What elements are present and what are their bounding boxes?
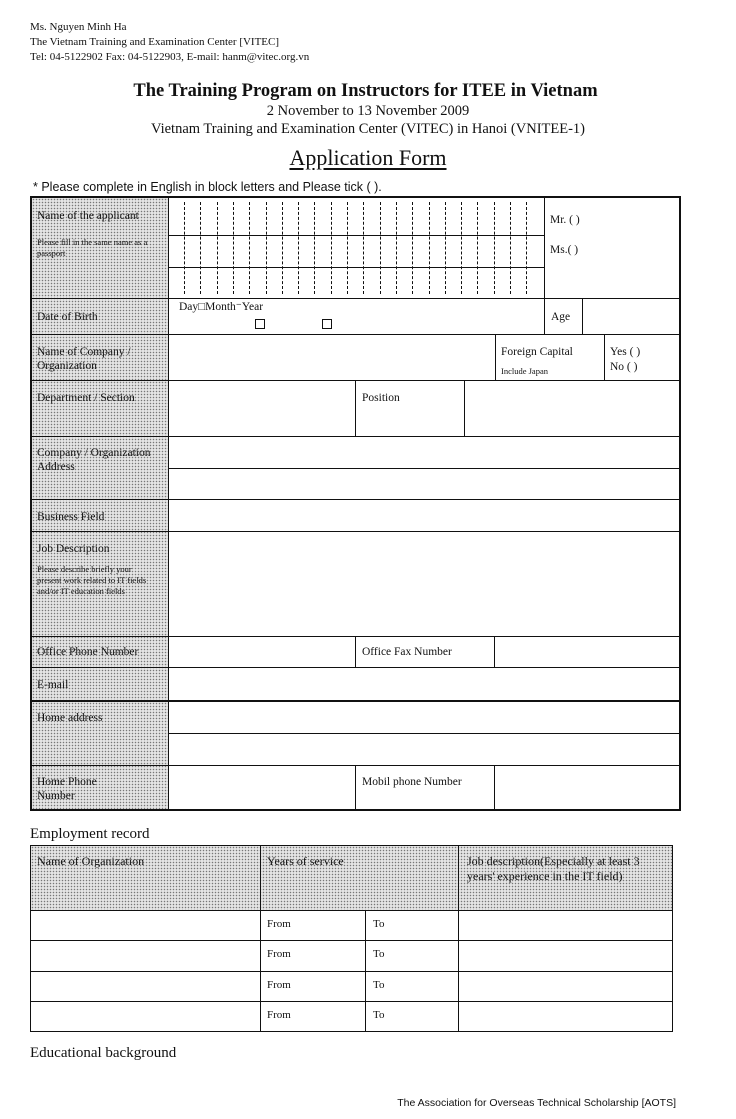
employment-record-title: Employment record bbox=[30, 826, 150, 842]
office-fax-label: Office Fax Number bbox=[362, 646, 452, 658]
name-grid-divider bbox=[298, 202, 299, 294]
home-phone-label: Home Phone Number bbox=[37, 776, 97, 802]
from-label: From bbox=[267, 978, 291, 991]
employment-row[interactable] bbox=[31, 1001, 672, 1031]
position-label: Position bbox=[362, 392, 400, 404]
foreign-capital-label: Foreign Capital bbox=[501, 346, 573, 358]
company-label: Name of Company / Organization bbox=[37, 346, 131, 372]
dob-fields: Day□Month⁻Year bbox=[179, 301, 264, 313]
name-grid-divider bbox=[445, 202, 446, 294]
to-label: To bbox=[373, 978, 385, 991]
name-grid-divider bbox=[282, 202, 283, 294]
home-address-label: Home address bbox=[37, 712, 103, 724]
contact-name: Ms. Nguyen Minh Ha bbox=[30, 21, 127, 33]
employment-row[interactable] bbox=[31, 940, 672, 970]
name-grid-divider bbox=[184, 202, 185, 294]
name-grid-divider bbox=[233, 202, 234, 294]
job-description-note: Please describe briefly your present work related to IT fields and/or IT education fields bbox=[37, 564, 147, 596]
employment-table bbox=[30, 845, 673, 1032]
name-grid-divider bbox=[217, 202, 218, 294]
application-form bbox=[30, 196, 681, 811]
job-description-label: Job Description bbox=[37, 543, 110, 555]
name-label: Name of the applicant bbox=[37, 210, 139, 222]
include-japan-note: Include Japan bbox=[501, 366, 548, 376]
form-title: Application Form bbox=[289, 145, 447, 170]
contact-tel-fax: Tel: 04-5122902 Fax: 04-5122903, E-mail: hanm@vitec.org.vn bbox=[30, 51, 310, 63]
name-note: Please fill in the same name as a passport bbox=[37, 237, 148, 258]
name-grid-divider bbox=[314, 202, 315, 294]
name-grid-divider bbox=[429, 202, 430, 294]
office-phone-label: Office Phone Number bbox=[37, 646, 139, 658]
mr-option[interactable]: Mr. ( ) bbox=[550, 214, 580, 226]
name-grid-divider bbox=[347, 202, 348, 294]
name-grid-divider bbox=[380, 202, 381, 294]
name-grid-divider bbox=[331, 202, 332, 294]
name-grid-divider bbox=[200, 202, 201, 294]
to-label: To bbox=[373, 1008, 385, 1021]
foreign-capital-yes[interactable]: Yes ( ) bbox=[610, 346, 641, 358]
name-grid-divider bbox=[526, 202, 527, 294]
age-label: Age bbox=[551, 311, 571, 323]
name-grid-divider bbox=[396, 202, 397, 294]
name-grid-divider bbox=[494, 202, 495, 294]
name-grid-divider bbox=[461, 202, 462, 294]
col-years-of-service: Years of service bbox=[267, 854, 344, 868]
name-grid-divider bbox=[249, 202, 250, 294]
employment-row[interactable] bbox=[31, 971, 672, 1001]
name-grid-divider bbox=[412, 202, 413, 294]
from-label: From bbox=[267, 948, 291, 961]
footer-organization: The Association for Overseas Technical Scholarship [AOTS] bbox=[397, 1097, 676, 1109]
title-block bbox=[0, 80, 736, 138]
col-organization: Name of Organization bbox=[37, 854, 145, 868]
name-grid-divider bbox=[510, 202, 511, 294]
program-venue: Vietnam Training and Examination Center (VITEC) in Hanoi (VNITEE-1) bbox=[150, 121, 586, 137]
program-dates: 2 November to 13 November 2009 bbox=[266, 103, 470, 119]
educational-background-title: Educational background bbox=[30, 1045, 177, 1061]
business-field-label: Business Field bbox=[37, 511, 105, 523]
name-grid-divider bbox=[477, 202, 478, 294]
email-label: E-mail bbox=[37, 679, 69, 691]
from-label: From bbox=[267, 918, 291, 930]
to-label: To bbox=[373, 948, 385, 961]
dob-label: Date of Birth bbox=[37, 311, 98, 323]
foreign-capital-no[interactable]: No ( ) bbox=[610, 361, 638, 373]
ms-option[interactable]: Ms.( ) bbox=[550, 244, 579, 256]
dob-month-box[interactable] bbox=[255, 319, 265, 329]
program-title: The Training Program on Instructors for ITEE in Vietnam bbox=[133, 81, 598, 101]
col-job-description: Job description(Especially at least 3 years' experience in the IT field) bbox=[467, 854, 640, 883]
from-label: From bbox=[267, 1008, 291, 1021]
contact-org: The Vietnam Training and Examination Center [VITEC] bbox=[30, 36, 280, 48]
name-grid-divider bbox=[266, 202, 267, 294]
contact-block bbox=[30, 20, 309, 65]
name-grid-divider bbox=[363, 202, 364, 294]
company-address-label: Company / Organization Address bbox=[37, 447, 151, 473]
department-label: Department / Section bbox=[37, 392, 135, 404]
instruction-note: * Please complete in English in block letters and Please tick ( ). bbox=[33, 180, 382, 194]
mobile-phone-label: Mobil phone Number bbox=[362, 776, 462, 788]
to-label: To bbox=[373, 918, 385, 930]
employment-row[interactable] bbox=[31, 910, 672, 940]
dob-year-box[interactable] bbox=[322, 319, 332, 329]
